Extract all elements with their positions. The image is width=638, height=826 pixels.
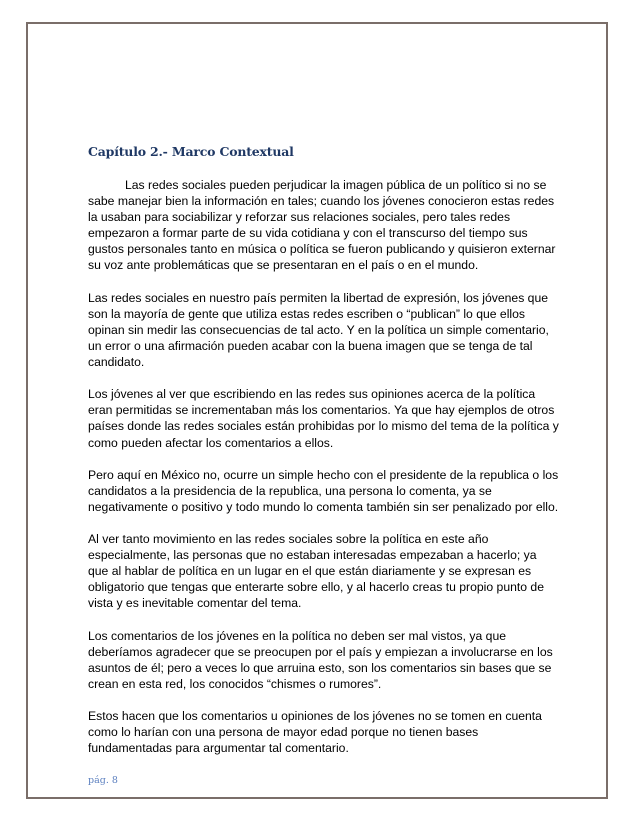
paragraph-4: Pero aquí en México no, ocurre un simple hecho con el presidente de la republica o los candidatos a la presidencia de la republica, una persona lo comenta, ya se negativamente o positivo y todo mundo lo comenta también sin ser penalizado por ello. (88, 467, 559, 514)
paragraph-3: Los jóvenes al ver que escribiendo en las redes sus opiniones acerca de la política eran permitidas se incrementaban más los comentarios. Ya que hay ejemplos de otros países donde las redes sociales están prohibidas por lo mismo del tema de la política y como pueden afectar los comentarios a ellos. (88, 387, 559, 450)
paragraph-2: Las redes sociales en nuestro país permiten la libertad de expresión, los jóvenes que son la mayoría de gente que utiliza estas redes escriben o “publican” lo que ellos opinan sin medir las consecuencias de tal acto. Y en la política un simple comentario, un error o una afirmación pueden acabar con la buena imagen que se tenga de tal candidato. (88, 290, 549, 370)
page-number: pág. 8 (88, 775, 118, 786)
paragraph-1: Las redes sociales pueden perjudicar la imagen pública de un político si no se sabe manejar bien la información en tales; cuando los jóvenes conocieron estas redes la usaban para sociabilizar y reforzar sus relaciones sociales, pero tales redes empezaron a formar parte de su vida cotidiana y con el transcurso del tiempo sus gustos personales tanto en música o política se fueron publicando y quisieron externar su voz ante problemáticas que se presentaran en el país o en el mundo. (88, 178, 556, 273)
paragraph-7: Estos hacen que los comentarios u opiniones de los jóvenes no se tomen en cuenta como lo harían con una persona de mayor edad porque no tienen bases fundamentadas para argumentar tal comentario. (88, 709, 542, 756)
body-text (88, 177, 560, 772)
chapter-title: Capítulo 2.- Marco Contextual (88, 144, 294, 159)
paragraph-5: Al ver tanto movimiento en las redes sociales sobre la política en este año especialmente, las personas que no estaban interesadas empezaban a hacerlo; ya que al hablar de política en un lugar en el que están diariamente y se expresan es obligatorio que tengas que enterarte sobre ello, y al hacerlo creas tu propio punto de vista y es inevitable comentar del tema. (88, 532, 544, 611)
paragraph-6: Los comentarios de los jóvenes en la política no deben ser mal vistos, ya que deberíamos agradecer que se preocupen por el país y empiezan a involucrarse en los asuntos de él; pero a veces lo que arruina esto, son los comentarios sin bases que se crean en esta red, los conocidos “chismes o rumores”. (88, 628, 553, 691)
